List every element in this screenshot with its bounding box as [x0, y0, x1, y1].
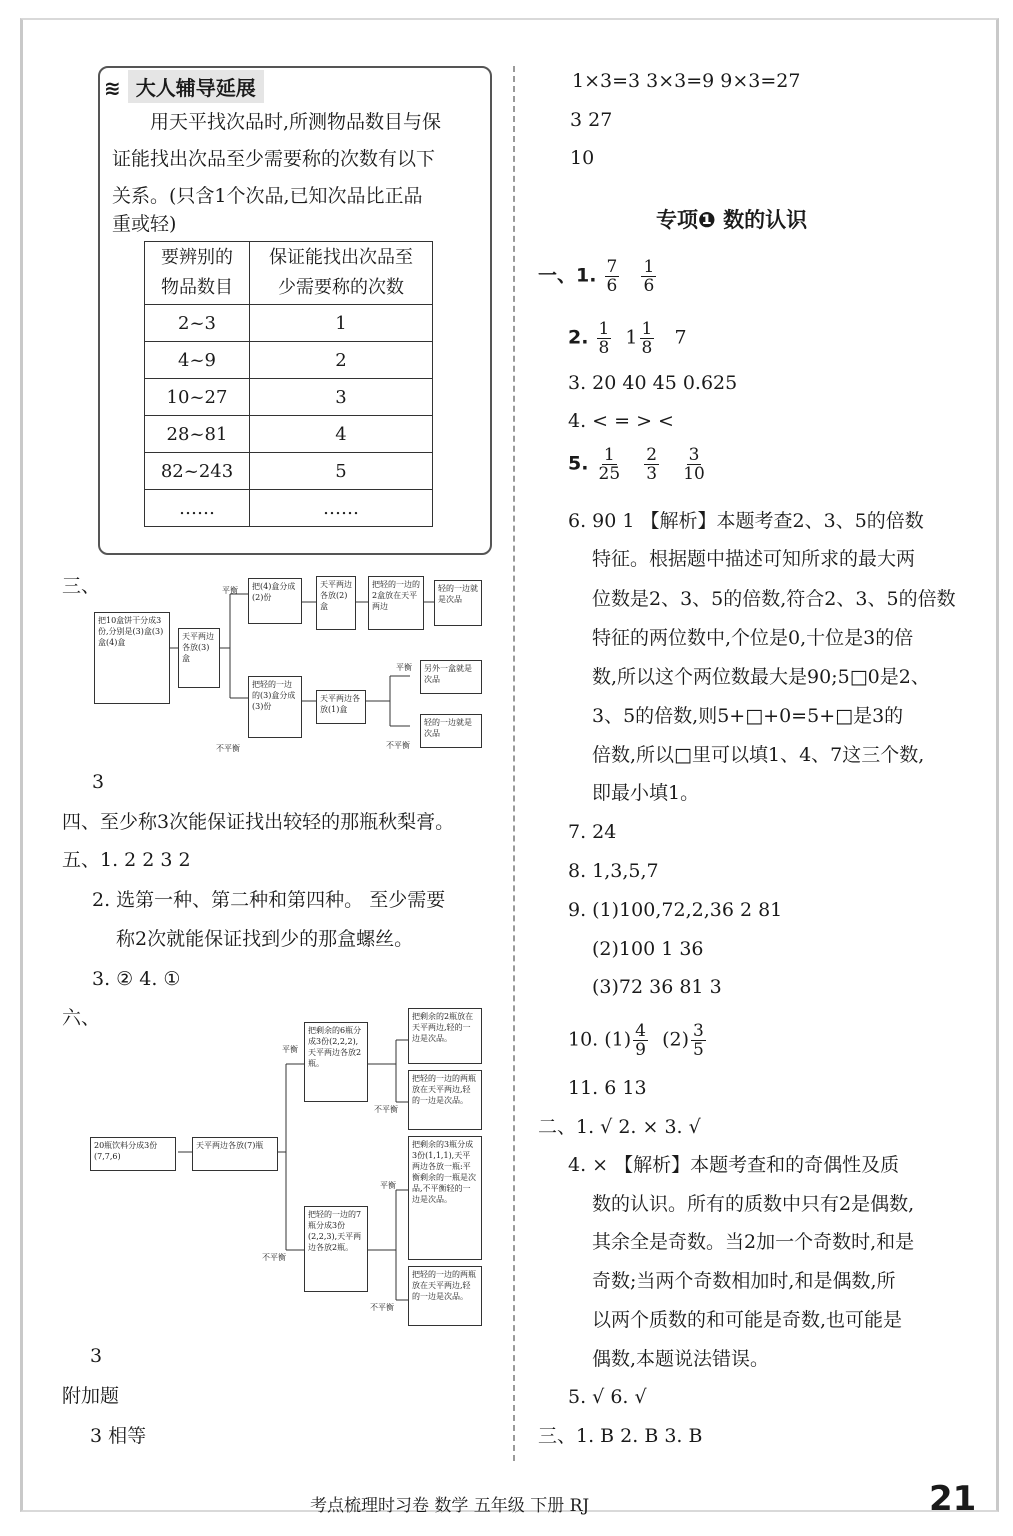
yi-9-line-3: (3)72 36 81 3	[592, 976, 722, 998]
numerator: 7	[606, 257, 618, 277]
yi-8: 8. 1,3,5,7	[568, 860, 659, 882]
table-cell: 3	[250, 379, 433, 416]
fraction	[633, 1022, 648, 1059]
flow2-b-unbalance-label: 不平衡	[374, 1105, 398, 1114]
section-wu-2b: 称2次就能保证找到少的那盒螺丝。	[116, 928, 414, 950]
yi-6-line-6: 3、5的倍数,则5+□+0=5+□是3的	[592, 705, 904, 727]
header-text: 要辨别的	[161, 247, 233, 268]
table-row	[145, 379, 433, 416]
table-row	[145, 453, 433, 490]
flow1-b1: 把(4)盒分成(2)份	[248, 578, 302, 624]
section-liu-answer: 3	[90, 1345, 103, 1367]
er-4-line-5: 以两个质数的和可能是奇数,也可能是	[592, 1309, 903, 1331]
reference-table	[144, 241, 433, 527]
header-text: 少需要称的次数	[278, 277, 404, 298]
table-row	[145, 416, 433, 453]
flow1-u3: 另外一盒就是次品	[420, 660, 482, 694]
er-4-line-6: 偶数,本题说法错误。	[592, 1348, 770, 1370]
section-wu-1: 五、1. 2 2 3 2	[62, 849, 191, 871]
page-number: 21	[929, 1479, 977, 1519]
er-4-line-1: 4. × 【解析】本题考查和的奇偶性及质	[568, 1154, 900, 1176]
denominator: 6	[643, 276, 655, 296]
numerator: 1	[598, 319, 610, 339]
right-line-1: 1×3=3 3×3=9 9×3=27	[572, 70, 801, 92]
item-number: 一、1.	[538, 264, 597, 287]
section-san-answer: 3	[92, 771, 105, 793]
yi-10	[568, 1022, 708, 1059]
fraction	[641, 258, 656, 295]
section-wu-2: 2. 选第一种、第二种和第四种。 至少需要	[92, 889, 446, 911]
numerator: 3	[688, 445, 700, 465]
flow2-balance-label: 平衡	[282, 1045, 298, 1054]
flow2-u3: 把轻的一边的两瓶放在天平两边,轻的一边是次品。	[408, 1266, 482, 1326]
numerator: 1	[643, 257, 655, 277]
flow2-b3: 把轻的一边的两瓶放在天平两边,轻的一边是次品。	[408, 1070, 482, 1130]
numerator: 2	[646, 445, 658, 465]
section-san-label: 三、	[62, 575, 101, 597]
er-4-line-3: 其余全是奇数。当2加一个奇数时,和是	[592, 1231, 915, 1253]
table-cell: ……	[250, 490, 433, 527]
yi-9-line-1: 9. (1)100,72,2,36 2 81	[568, 899, 783, 921]
table-cell: 1	[250, 305, 433, 342]
parent-guide-title-text: 大人辅导延展	[128, 70, 264, 103]
table-row	[145, 305, 433, 342]
fraction	[681, 446, 707, 483]
guide-para-4: 重或轻)	[112, 213, 177, 235]
yi-11: 11. 6 13	[568, 1077, 647, 1099]
yi-2	[568, 320, 687, 357]
fraction	[597, 320, 612, 357]
fraction	[644, 446, 659, 483]
flow2-unbalance-label: 不平衡	[262, 1253, 286, 1262]
guide-para-1: 用天平找次品时,所测物品数目与保	[150, 111, 442, 133]
yi-1	[538, 258, 658, 295]
fraction	[691, 1022, 706, 1059]
numerator: 1	[603, 445, 615, 465]
yi-3: 3. 20 40 45 0.625	[568, 372, 738, 394]
fujia-answer: 3 相等	[90, 1425, 147, 1447]
yi-6-line-4: 特征的两位数中,个位是0,十位是3的倍	[592, 627, 914, 649]
numerator: 4	[635, 1021, 646, 1041]
table-header-row	[145, 242, 433, 305]
flow2-u1: 把轻的一边的7瓶分成3份(2,2,3),天平两边各放2瓶。	[304, 1206, 368, 1292]
section-title: 专项❶ 数的认识	[656, 208, 808, 232]
er-4-line-4: 奇数;当两个奇数相加时,和是偶数,所	[592, 1270, 896, 1292]
denominator: 10	[683, 464, 705, 484]
flow2-start: 20瓶饮料分成3份(7,7,6)	[90, 1137, 176, 1171]
flow1-u2: 天平两边各放(1)盒	[316, 690, 366, 724]
yi-9-line-2: (2)100 1 36	[592, 938, 704, 960]
table-header-cell	[145, 242, 250, 305]
yi-6-line-5: 数,所以这个两位数最大是90;5□0是2、	[592, 666, 930, 688]
yi-6-line-1: 6. 90 1 【解析】本题考查2、3、5的倍数	[568, 510, 924, 532]
flow1-b4: 轻的一边就是次品	[434, 580, 482, 626]
table-cell: 4~9	[145, 342, 250, 379]
numerator: 1	[641, 319, 653, 339]
table-cell: 4	[250, 416, 433, 453]
flow1-start: 把10盒饼干分成3份,分别是(3)盒(3)盒(4)盒	[94, 612, 170, 704]
table-cell: 82~243	[145, 453, 250, 490]
fraction	[640, 320, 655, 357]
table-row	[145, 490, 433, 527]
flow1-u-balance-label: 平衡	[396, 663, 412, 672]
denominator: 9	[635, 1040, 646, 1060]
flow2-b2: 把剩余的2瓶放在天平两边,轻的一边是次品。	[408, 1008, 482, 1064]
answer-value: 7	[674, 326, 687, 349]
yi-7: 7. 24	[568, 821, 617, 843]
flow2-u2: 把剩余的3瓶分成3份(1,1,1),天平两边各放一瓶:平衡剩余的一瓶是次品,不平衡轻的一边是次品。	[408, 1136, 482, 1260]
fujia-label: 附加题	[62, 1385, 120, 1407]
wave-icon: ≋	[104, 76, 121, 100]
numerator: 3	[693, 1021, 704, 1041]
table-cell: 5	[250, 453, 433, 490]
right-line-3: 10	[570, 147, 595, 169]
flow1-weigh: 天平两边各放(3)盒	[178, 628, 220, 688]
table-cell: 10~27	[145, 379, 250, 416]
section-liu-label: 六、	[62, 1007, 101, 1029]
flow1-u4: 轻的一边就是次品	[420, 714, 482, 748]
denominator: 8	[598, 338, 610, 358]
right-line-2: 3 27	[570, 109, 613, 131]
denominator: 5	[693, 1040, 704, 1060]
flow1-u-unbalance-label: 不平衡	[386, 741, 410, 750]
yi-6-line-2: 特征。根据题中描述可知所求的最大两	[592, 548, 916, 570]
guide-para-3: 关系。(只含1个次品,已知次品比正品	[112, 185, 423, 207]
fraction	[597, 446, 623, 483]
denominator: 3	[646, 464, 658, 484]
er-4-line-2: 数的认识。所有的质数中只有2是偶数,	[592, 1193, 915, 1215]
yi-4: 4. < = > <	[568, 410, 674, 432]
denominator: 8	[641, 338, 653, 358]
yi-5	[568, 446, 709, 483]
parent-guide-title	[104, 70, 264, 103]
er-1: 二、1. √ 2. × 3. √	[538, 1116, 701, 1138]
item-number: 2.	[568, 326, 589, 349]
flow1-unbalance-label: 不平衡	[216, 744, 240, 753]
flow1-balance-label: 平衡	[222, 586, 238, 595]
flow2-u-unbalance-label: 不平衡	[370, 1303, 394, 1312]
table-cell: 2~3	[145, 305, 250, 342]
san-right: 三、1. B 2. B 3. B	[538, 1425, 703, 1447]
footer-text: 考点梳理时习卷 数学 五年级 下册 RJ	[310, 1496, 590, 1516]
table-cell: 2	[250, 342, 433, 379]
header-text: 物品数目	[161, 277, 233, 298]
mixed-whole: 1	[625, 326, 638, 349]
er-5: 5. √ 6. √	[568, 1386, 647, 1408]
yi-6-line-7: 倍数,所以□里可以填1、4、7这三个数,	[592, 744, 925, 766]
section-wu-3: 3. ② 4. ①	[92, 968, 181, 990]
header-text: 保证能找出次品至	[269, 247, 413, 268]
yi-6-line-3: 位数是2、3、5的倍数,符合2、3、5的倍数	[592, 588, 956, 610]
denominator: 6	[606, 276, 618, 296]
flow1-u1: 把轻的一边的(3)盒分成(3)份	[248, 676, 302, 738]
table-header-cell	[250, 242, 433, 305]
table-cell: ……	[145, 490, 250, 527]
flow2-b1: 把剩余的6瓶分成3份(2,2,2),天平两边各放2瓶。	[304, 1022, 368, 1102]
flow2-u-balance-label: 平衡	[380, 1181, 396, 1190]
guide-para-2: 证能找出次品至少需要称的次数有以下	[112, 148, 436, 170]
section-si: 四、至少称3次能保证找出较轻的那瓶秋梨膏。	[62, 811, 455, 833]
fraction	[605, 258, 620, 295]
denominator: 25	[598, 464, 621, 484]
column-divider	[513, 66, 515, 1461]
flow1-b2: 天平两边各放(2)盒	[316, 576, 356, 630]
flow1-b3: 把轻的一边的2盒放在天平两边	[368, 576, 424, 630]
sub-item: (2)	[662, 1028, 690, 1051]
flow2-weigh: 天平两边各放(7)瓶	[192, 1137, 278, 1171]
item-number: 5.	[568, 452, 589, 475]
yi-6-line-8: 即最小填1。	[592, 782, 700, 804]
table-row	[145, 342, 433, 379]
item-number: 10. (1)	[568, 1028, 632, 1051]
table-cell: 28~81	[145, 416, 250, 453]
